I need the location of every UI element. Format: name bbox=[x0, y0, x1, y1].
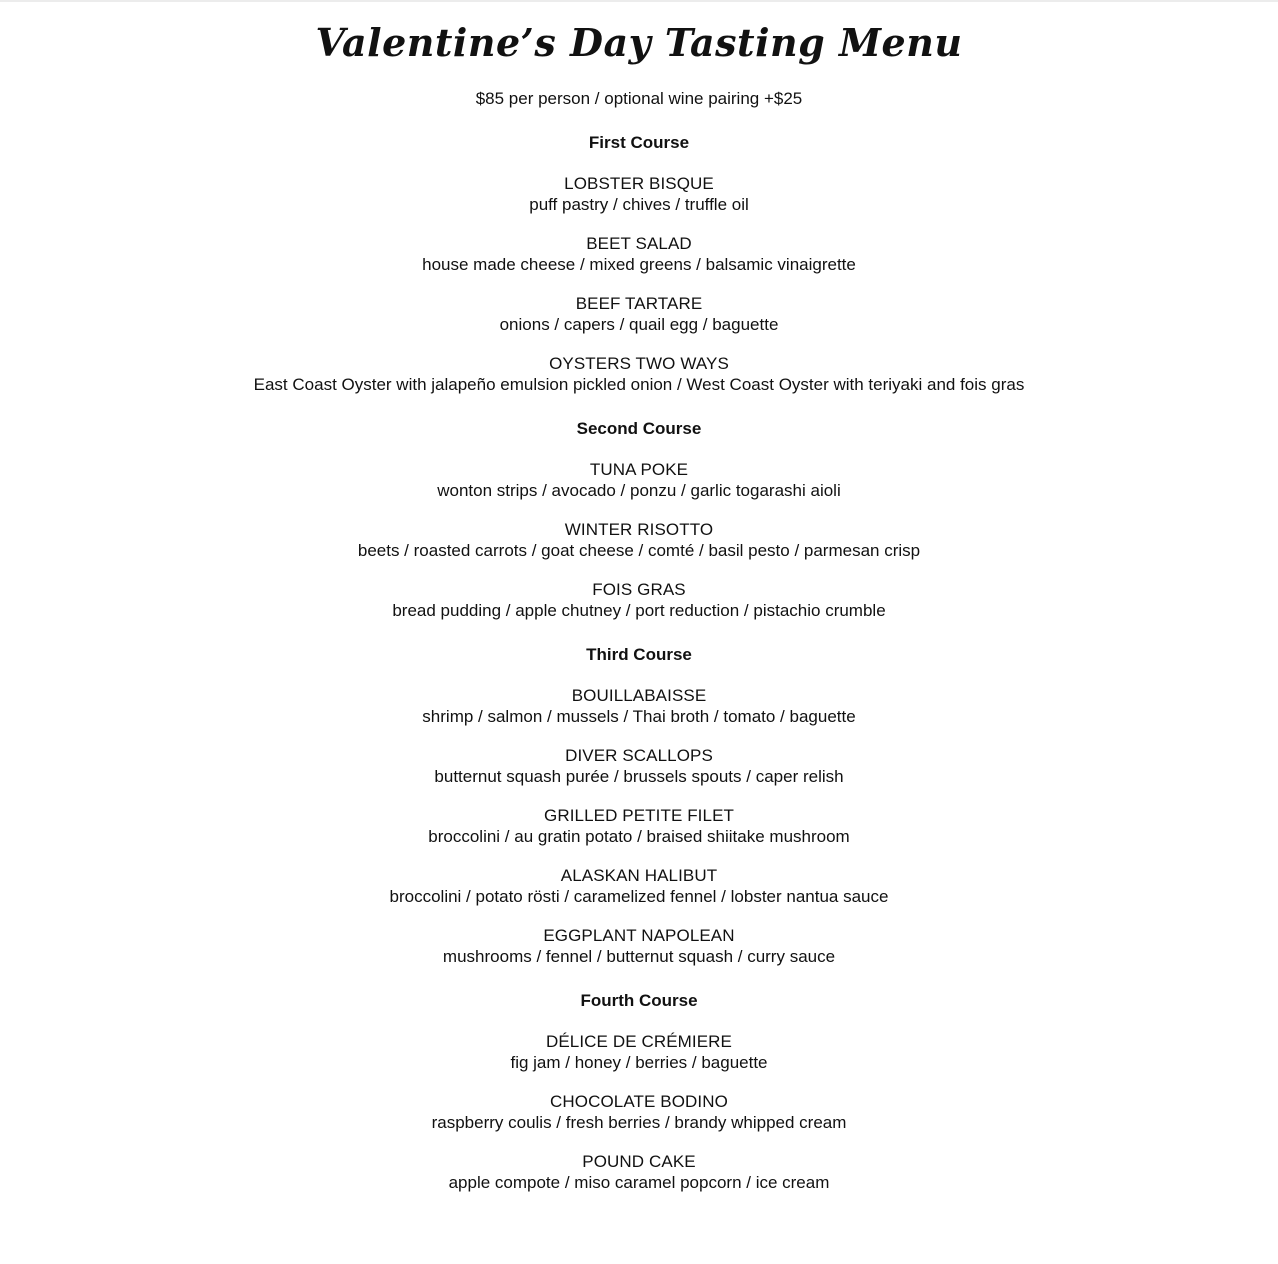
item-name: ALASKAN HALIBUT bbox=[560, 866, 718, 885]
item-name: LOBSTER BISQUE bbox=[564, 174, 714, 193]
menu-title: Valentine’s Day Tasting Menu bbox=[315, 20, 963, 65]
menu-item bbox=[0, 520, 1278, 562]
course-section-first bbox=[0, 132, 1278, 396]
item-description: raspberry coulis / fresh berries / brandy whipped cream bbox=[431, 1113, 847, 1132]
menu-item bbox=[0, 1032, 1278, 1074]
course-heading: Third Course bbox=[586, 645, 692, 664]
item-name: BEEF TARTARE bbox=[575, 294, 703, 313]
item-description: wonton strips / avocado / ponzu / garlic togarashi aioli bbox=[437, 481, 841, 500]
item-description: bread pudding / apple chutney / port reduction / pistachio crumble bbox=[392, 601, 886, 620]
item-name: EGGPLANT NAPOLEAN bbox=[543, 926, 735, 945]
menu-item bbox=[0, 746, 1278, 788]
menu-item bbox=[0, 354, 1278, 396]
item-description: house made cheese / mixed greens / balsamic vinaigrette bbox=[422, 255, 856, 274]
item-name: POUND CAKE bbox=[582, 1152, 696, 1171]
course-section-fourth bbox=[0, 990, 1278, 1194]
item-description: shrimp / salmon / mussels / Thai broth / tomato / baguette bbox=[422, 707, 856, 726]
menu-item bbox=[0, 686, 1278, 728]
course-heading: First Course bbox=[588, 133, 690, 152]
item-description: broccolini / au gratin potato / braised shiitake mushroom bbox=[428, 827, 850, 846]
item-name: CHOCOLATE BODINO bbox=[550, 1092, 728, 1111]
course-items bbox=[0, 174, 1278, 396]
price-line: $85 per person / optional wine pairing +$25 bbox=[475, 89, 803, 108]
item-description: mushrooms / fennel / butternut squash / curry sauce bbox=[442, 947, 836, 966]
item-name: GRILLED PETITE FILET bbox=[544, 806, 734, 825]
menu-item bbox=[0, 1152, 1278, 1194]
item-name: FOIS GRAS bbox=[592, 580, 686, 599]
item-description: East Coast Oyster with jalapeño emulsion pickled onion / West Coast Oyster with teriyaki and fois gras bbox=[253, 375, 1025, 394]
item-name: DIVER SCALLOPS bbox=[565, 746, 713, 765]
item-name: OYSTERS TWO WAYS bbox=[549, 354, 729, 373]
course-heading: Second Course bbox=[576, 419, 702, 438]
item-description: beets / roasted carrots / goat cheese / comté / basil pesto / parmesan crisp bbox=[357, 541, 921, 560]
menu-item bbox=[0, 926, 1278, 968]
menu-item bbox=[0, 866, 1278, 908]
item-name: TUNA POKE bbox=[589, 460, 689, 479]
item-description: onions / capers / quail egg / baguette bbox=[499, 315, 779, 334]
menu-item bbox=[0, 580, 1278, 622]
item-name: BOUILLABAISSE bbox=[571, 686, 707, 705]
item-description: fig jam / honey / berries / baguette bbox=[510, 1053, 768, 1072]
item-name: DÉLICE DE CRÉMIERE bbox=[545, 1032, 732, 1051]
course-items bbox=[0, 1032, 1278, 1194]
item-description: butternut squash purée / brussels spouts / caper relish bbox=[434, 767, 844, 786]
menu-item bbox=[0, 460, 1278, 502]
menu-item bbox=[0, 1092, 1278, 1134]
course-items bbox=[0, 686, 1278, 968]
menu-item bbox=[0, 294, 1278, 336]
tasting-menu bbox=[0, 16, 1278, 1194]
item-description: puff pastry / chives / truffle oil bbox=[529, 195, 749, 214]
menu-item bbox=[0, 806, 1278, 848]
course-section-second bbox=[0, 418, 1278, 622]
top-divider bbox=[0, 0, 1278, 2]
item-description: apple compote / miso caramel popcorn / ice cream bbox=[448, 1173, 830, 1192]
item-description: broccolini / potato rösti / caramelized fennel / lobster nantua sauce bbox=[389, 887, 889, 906]
item-name: BEET SALAD bbox=[586, 234, 692, 253]
menu-item bbox=[0, 174, 1278, 216]
course-items bbox=[0, 460, 1278, 622]
item-name: WINTER RISOTTO bbox=[564, 520, 714, 539]
course-section-third bbox=[0, 644, 1278, 968]
course-heading: Fourth Course bbox=[580, 991, 698, 1010]
menu-item bbox=[0, 234, 1278, 276]
